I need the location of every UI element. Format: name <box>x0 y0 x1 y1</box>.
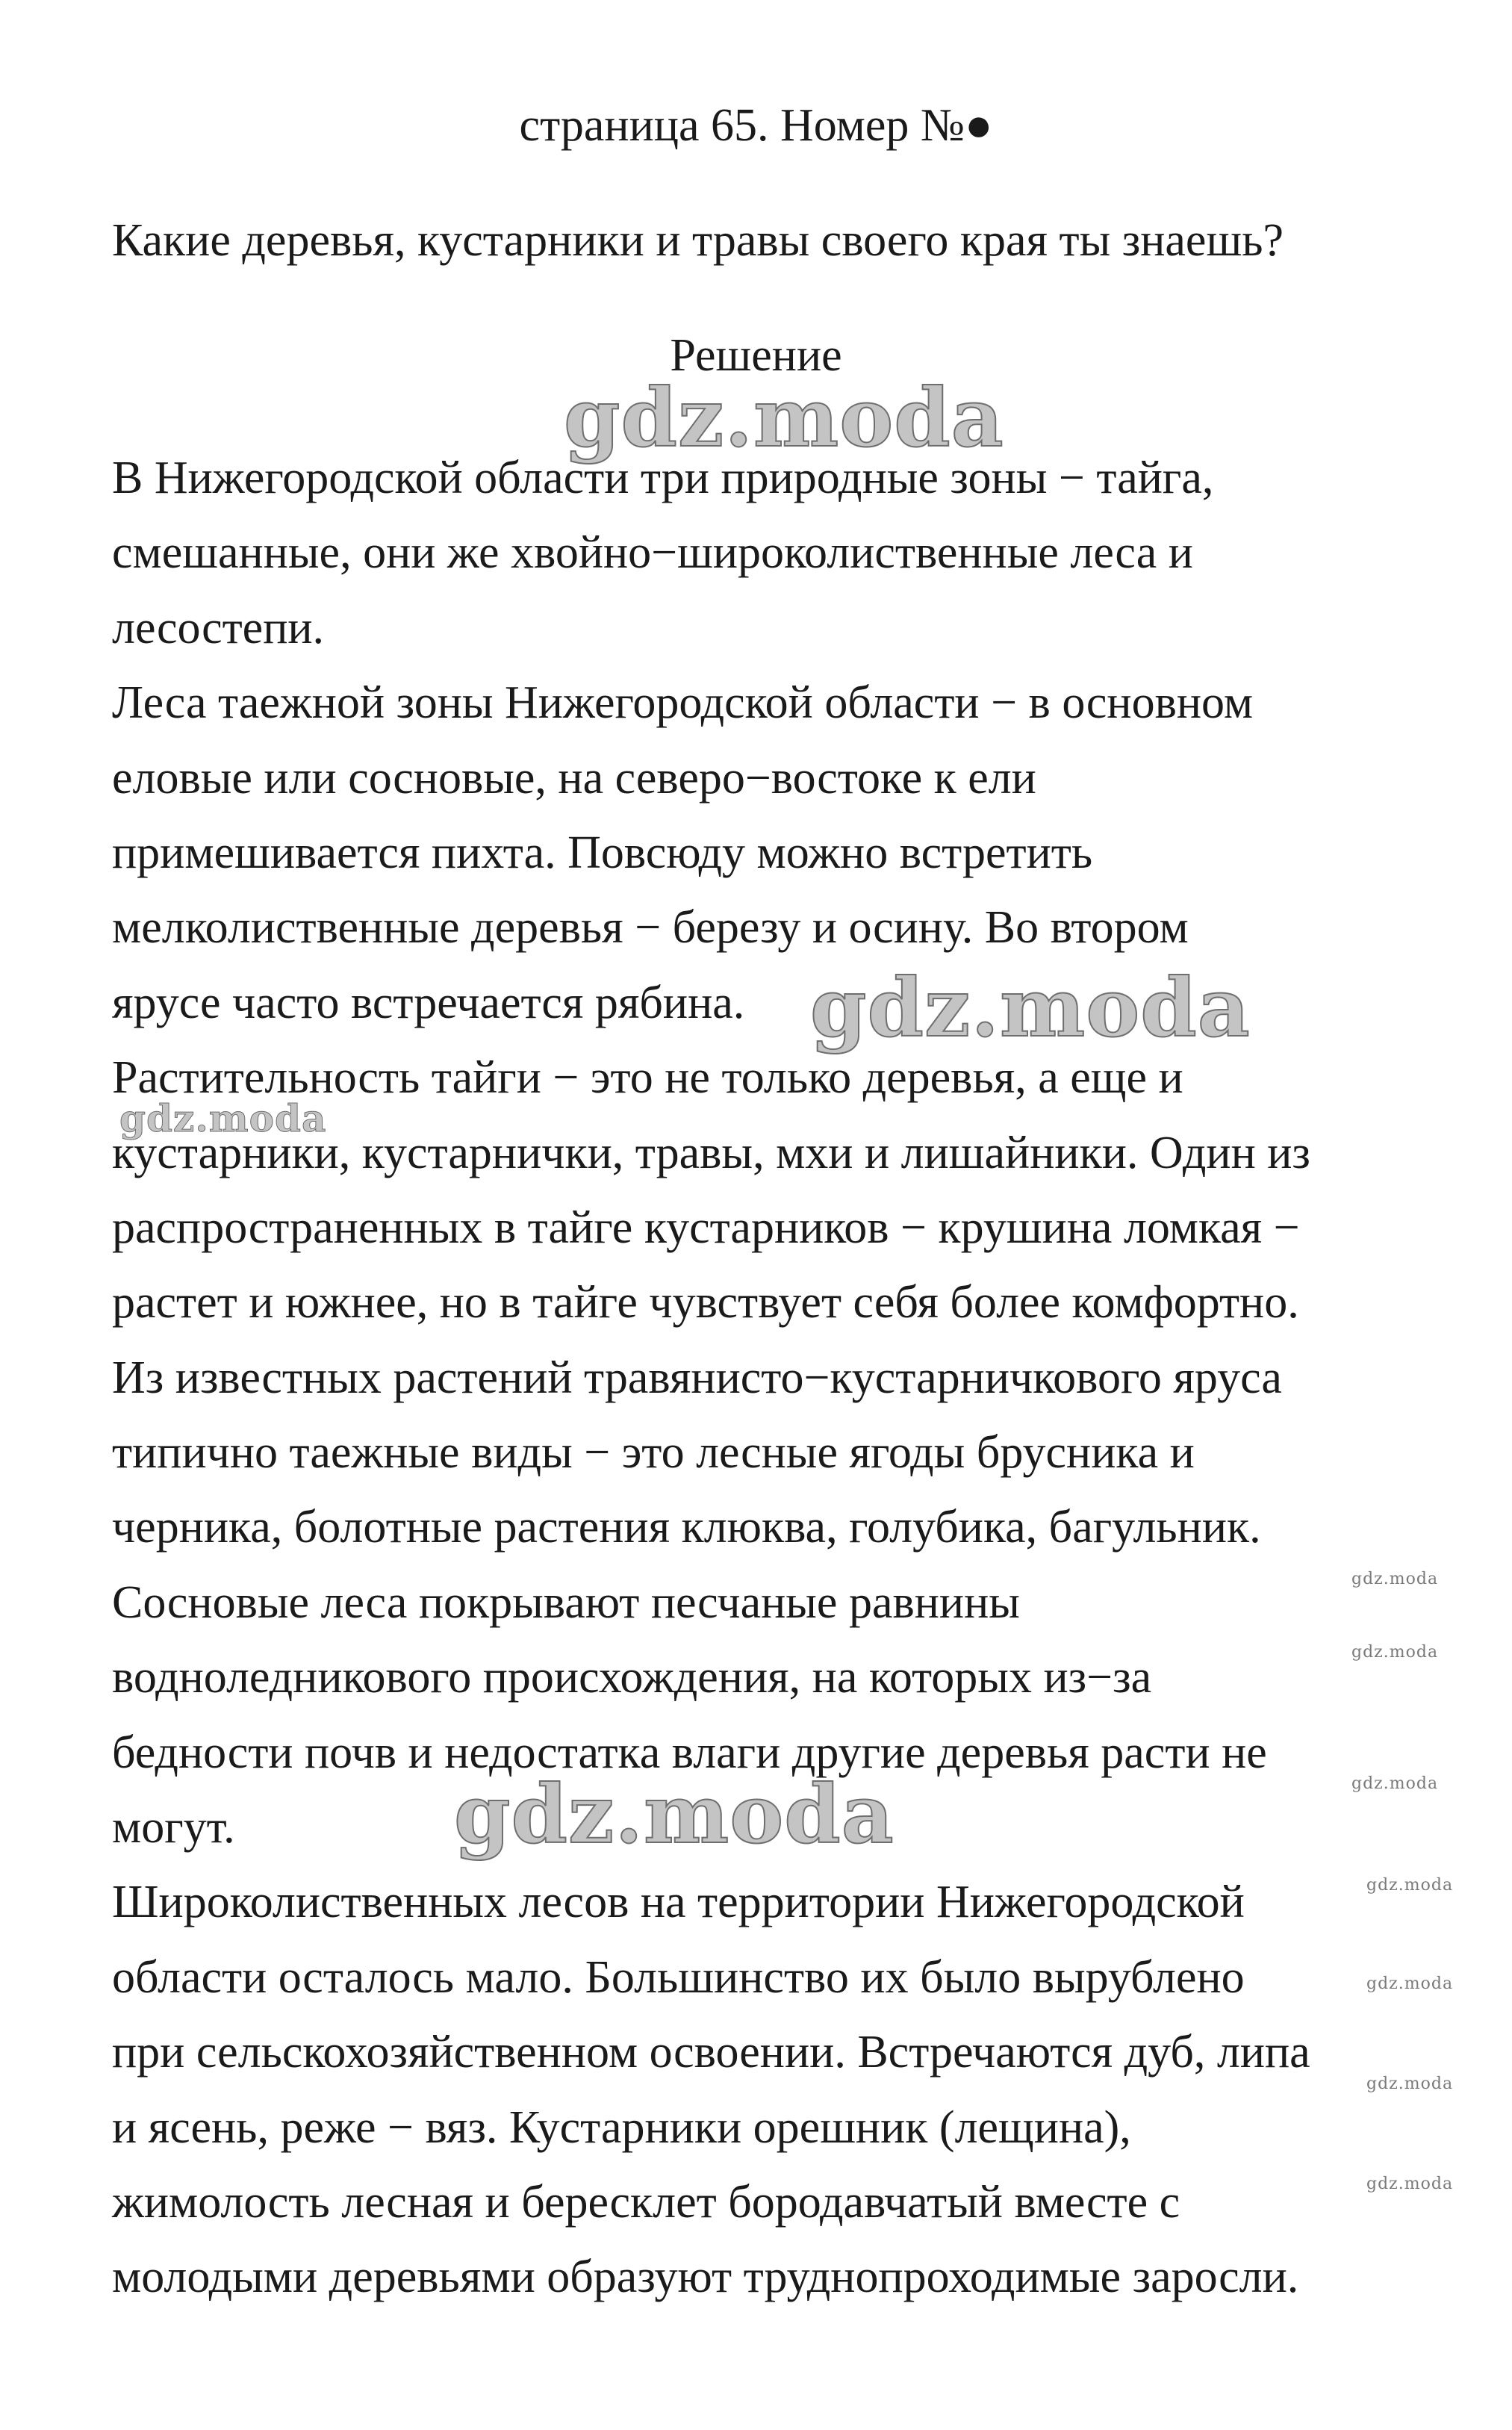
question-text: Какие деревья, кустарники и травы своего края ты знаешь? <box>112 215 1284 266</box>
body-line: при сельскохозяйственном освоении. Встречаются дуб, липа <box>112 2027 1310 2078</box>
body-line: могут. <box>112 1802 235 1853</box>
body-line: мелколиственные деревья − березу и осину. Во втором <box>112 902 1189 954</box>
body-line: типично таежные виды − это лесные ягоды брусника и <box>112 1427 1195 1479</box>
body-line: ярусе часто встречается рябина. <box>112 977 745 1028</box>
solution-body <box>112 441 1456 2315</box>
body-line: смешанные, они же хвойно−широколиственные леса и <box>112 527 1193 579</box>
watermark: gdz.moda <box>1366 1876 1454 1895</box>
body-line: Из известных растений травянисто−кустарничкового яруса <box>112 1352 1282 1403</box>
body-line: молодыми деревьями образуют труднопроходимые заросли. <box>112 2252 1299 2303</box>
body-line: и ясень, реже − вяз. Кустарники орешник (лещина), <box>112 2101 1131 2153</box>
watermark: gdz.moda <box>1351 1643 1439 1662</box>
page-header: страница 65. Номер №● <box>519 100 993 151</box>
body-line: Растительность тайги − это не только деревья, а еще и <box>112 1052 1183 1104</box>
body-line: кустарники, кустарнички, травы, мхи и лишайники. Один из <box>112 1127 1310 1178</box>
body-line: лесостепи. <box>112 602 325 653</box>
body-line: Леса таежной зоны Нижегородской области − в основном <box>112 677 1254 729</box>
watermark: gdz.moda <box>1366 1974 1454 1993</box>
body-line: черника, болотные растения клюква, голубика, багульник. <box>112 1502 1261 1553</box>
watermark: gdz.moda <box>119 1096 327 1140</box>
body-line: Сосновые леса покрывают песчаные равнины <box>112 1576 1020 1628</box>
solution-heading: Решение <box>670 330 842 381</box>
body-line: Широколиственных лесов на территории Нижегородской <box>112 1877 1245 1928</box>
body-line: бедности почв и недостатка влаги другие деревья расти не <box>112 1727 1267 1778</box>
body-line: распространенных в тайге кустарников − крушина ломкая − <box>112 1202 1300 1253</box>
body-line: примешивается пихта. Повсюду можно встретить <box>112 827 1093 878</box>
watermark: gdz.moda <box>810 961 1251 1055</box>
body-line: еловые или сосновые, на северо−востоке к ели <box>112 752 1036 804</box>
watermark: gdz.moda <box>564 371 1004 465</box>
body-line: жимолость лесная и бересклет бородавчатый вместе с <box>112 2176 1180 2228</box>
body-line: растет и южнее, но в тайге чувствует себя более комфортно. <box>112 1277 1299 1329</box>
watermark: gdz.moda <box>1351 1570 1439 1588</box>
body-line: В Нижегородской области три природные зоны − тайга, <box>112 453 1214 503</box>
watermark: gdz.moda <box>454 1768 895 1862</box>
watermark: gdz.moda <box>1366 2175 1454 2193</box>
watermark: gdz.moda <box>1366 2075 1454 2093</box>
body-line: водноледникового происхождения, на которых из−за <box>112 1652 1152 1703</box>
body-line: области осталось мало. Большинство их было вырублено <box>112 1951 1245 2003</box>
watermark: gdz.moda <box>1351 1774 1439 1793</box>
